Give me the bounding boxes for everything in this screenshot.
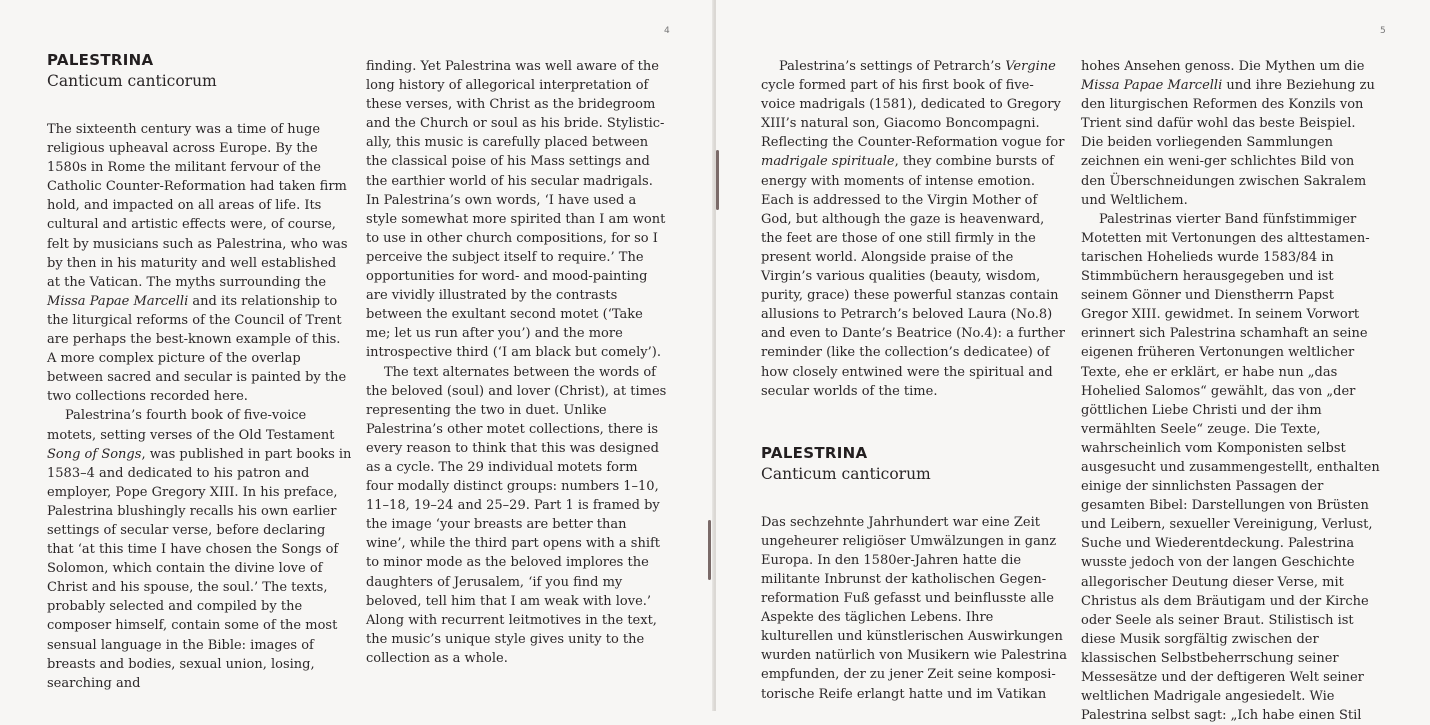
spacer — [761, 401, 1067, 443]
text-run: , was published in part books in 1583–4 and dedicated to his patron and employer, Pope Gregory XIII. In his preface, Palestrina blushingly recalls his own earlier settings of secular verse, before declaring that ‘at this time I have chosen the Songs of Solomon, which contain the divine love of Christ and his spouse, the soul.’ The texts, probably selected and compiled by the composer himself, contain some of the most sensual language in the Bible: images of breasts and bodies, sexual union, losing, searching and — [47, 446, 352, 691]
left-column-1 — [47, 50, 352, 693]
section-heading: PALESTRINA — [47, 51, 154, 69]
binding-mark — [708, 520, 711, 580]
section-subheading: Canticum canticorum — [47, 72, 217, 90]
italic-title: Missa Papae Marcelli — [1081, 78, 1223, 94]
paragraph: The text alternates between the words of the beloved (soul) and lover (Christ), at times representing the two in duet. Unlike Palestrina’s other motet collections, there is every reason to think that this was designed as a cycle. The 29 individual motets form four modally distinct groups: numbers 1–10, 11–18, 19–24 and 25–29. Part 1 is framed by the image ‘your breasts are better than wine’, while the third part opens with a shift to minor mode as the beloved implores the daughters of Jerusalem, ‘if you find my beloved, tell him that I am weak with love.’ Along with recurrent leitmotives in the text, the music’s unique style gives unity to the collection as a whole. — [366, 364, 667, 666]
text-run: hohes Ansehen genoss. Die Mythen um die — [1081, 59, 1365, 74]
right-column-2 — [1081, 57, 1381, 725]
binding-mark — [716, 150, 719, 210]
paragraph — [761, 57, 1067, 401]
text-run: , they combine bursts of energy with moments of intense emotion. Each is addressed to the Virgin Mother of God, but although the gaze is heavenward, the feet are those of one still firmly in the present world. Alongside praise of the Virgin’s various qualities (beauty, wisdom, purity, grace) these powerful stanzas contain allusions to Petrarch’s beloved Laura (No.8) and even to Dante’s Beatrice (No.4): a further reminder (like the collection’s dedicatee) of how closely entwined were the spiritual and secular worlds of the time. — [761, 154, 1065, 399]
section-heading: PALESTRINA — [761, 443, 868, 462]
text-run: The sixteenth century was a time of huge religious upheaval across Europe. By the 1580s in Rome the militant fervour of the Catholic Counter-Reformation had taken firm hold, and impacted on all areas of life. Its cultural and artistic effects were, of course, felt by musicians such as Palestrina, who was by then in his maturity and well established at the Vatican. The myths surrounding the — [47, 122, 348, 290]
paragraph: Palestrinas vierter Band fünfstimmiger Motetten mit Vertonungen des alttestamen-tarischen Hohelieds wurde 1583/84 in Stimmbüchern herausgegeben und ist seinem Gönner und Dienstherrn Papst Gregor XIII. gewidmet. In seinem Vorwort erinnert sich Palestrina schamhaft an seine eigenen früheren Vertonungen weltlicher Texte, ehe er erklärt, er habe nun „das Hohelied Salomos“ gewählt, das von „der göttlichen Liebe Christi und der ihm vermählten Seele“ zeuge. Die Texte, wahrscheinlich vom Komponisten selbst ausgesucht und zusammengestellt, enthalten einige der sinnlichsten Passagen der gesamten Bibel: Darstellungen von Brüsten und Leibern, sexueller Vereinigung, Verlust, Suche und Wiederentdeckung. Palestrina wusste jedoch von der langen Geschichte allegorischer Deutung dieser Verse, mit Christus als dem Bräutigam und der Kirche oder Seele als seiner Braut. Stilistisch ist diese Musik sorgfältig zwischen der klassischen Selbstbeherrschung seiner Messesätze und der deftigeren Welt seiner weltlichen Madrigale angesiedelt. Wie Palestrina selbst sagt: „Ich habe einen Stil — [1081, 211, 1380, 724]
section-subheading: Canticum canticorum — [761, 464, 931, 483]
text-run: Palestrina’s settings of Petrarch’s — [779, 59, 1006, 74]
left-page — [0, 0, 714, 711]
italic-term: madrigale spirituale — [761, 154, 895, 170]
paragraph: Das sechzehnte Jahrhundert war eine Zeit ungeheurer religiöser Umwälzungen in ganz Europa. In den 1580er-Jahren hatte die militante Inbrunst der katholischen Gegen-reformation Fuß gefasst und beinflusste alle Aspekte des täglichen Lebens. Ihre kulturellen und künstlerischen Auswirkungen wurden natürlich von Musikern wie Palestrina empfunden, der zu jener Zeit seine komposi-torische Reife erlangt hatte und im Vatikan — [761, 514, 1068, 702]
left-column-2 — [366, 57, 668, 668]
right-page — [716, 0, 1430, 724]
paragraph — [1081, 57, 1381, 210]
page-number: 5 — [1380, 26, 1386, 36]
text-run: and its relationship to the liturgical reforms of the Council of Trent are perhaps the best-known example of this. A more complex picture of the overlap between sacred and secular is painted by the two collections recorded here. — [47, 293, 347, 405]
text-run: Palestrina’s fourth book of five-voice motets, setting verses of the Old Testament — [47, 408, 335, 443]
paragraph — [47, 120, 352, 406]
page-number: 4 — [664, 26, 670, 36]
italic-title: Vergine — [1005, 59, 1056, 74]
italic-title: Song of Songs — [47, 446, 142, 462]
text-run: und ihre Beziehung zu den liturgischen Reformen des Konzils von Trient sind dafür wohl das beste Beispiel. Die beiden vorliegenden Sammlungen zeichnen ein weni-ger schlichtes Bild von den Überschneidungen zwischen Sakralem und Weltlichem. — [1081, 78, 1375, 208]
text-run: cycle formed part of his first book of five-voice madrigals (1581), dedicated to Gregory XIII’s natural son, Giacomo Boncompagni. Reflecting the Counter-Reformation vogue for — [761, 78, 1065, 151]
paragraph: finding. Yet Palestrina was well aware of the long history of allegorical interpretation of these verses, with Christ as the bridegroom and the Church or soul as his bride. Stylistic-ally, this music is carefully placed between the classical poise of his Mass settings and the earthier world of his secular madrigals. In Palestrina’s own words, ‘I have used a style somewhat more spirited than I am wont to use in other church compositions, for so I perceive the subject itself to require.’ The opportunities for word- and mood-painting are vividly illustrated by the contrasts between the exultant second motet (‘Take me; let us run after you’) and the more introspective third (‘I am black but comely’). — [366, 59, 666, 361]
paragraph — [47, 406, 352, 692]
right-column-1 — [761, 57, 1067, 704]
italic-title: Missa Papae Marcelli — [47, 293, 189, 309]
